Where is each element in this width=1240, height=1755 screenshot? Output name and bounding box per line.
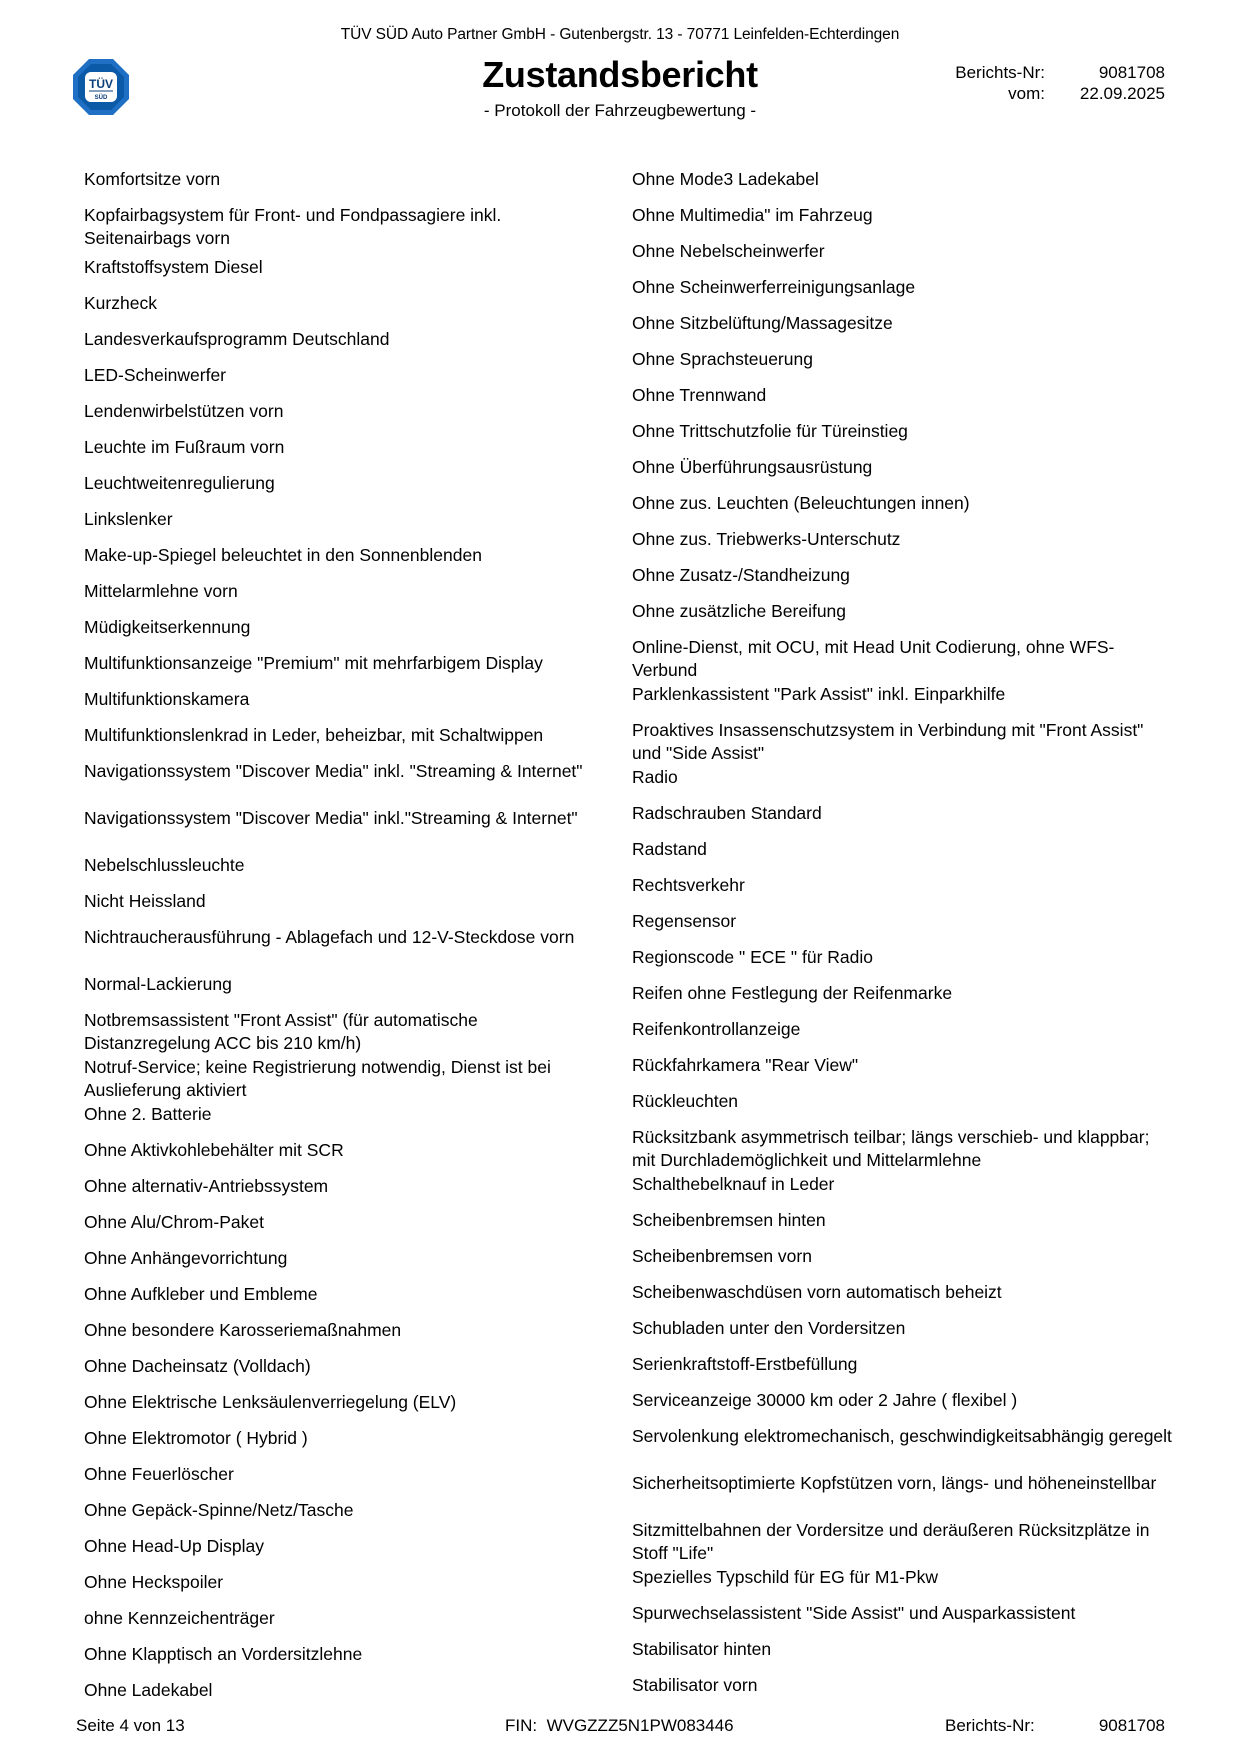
footer-report-number-value: 9081708 — [1098, 1716, 1165, 1735]
equipment-item: Reifenkontrollanzeige — [632, 1019, 801, 1039]
equipment-item: Ohne Dacheinsatz (Volldach) — [84, 1356, 311, 1376]
equipment-item: Ohne Aufkleber und Embleme — [84, 1284, 318, 1304]
equipment-item: Ohne Sitzbelüftung/Massagesitze — [632, 313, 893, 333]
equipment-item: Sicherheitsoptimierte Kopfstützen vorn, längs- und höheneinstellbar — [632, 1473, 1157, 1493]
equipment-item: Ohne Gepäck-Spinne/Netz/Tasche — [84, 1500, 354, 1520]
equipment-list-left — [84, 168, 604, 1715]
equipment-item: Ohne zus. Leuchten (Beleuchtungen innen) — [632, 493, 970, 513]
equipment-item: LED-Scheinwerfer — [84, 365, 226, 385]
equipment-item: Ohne Heckspoiler — [84, 1572, 224, 1592]
vin-field — [505, 1716, 734, 1736]
equipment-item: Serviceanzeige 30000 km oder 2 Jahre ( flexibel ) — [632, 1390, 1018, 1410]
equipment-item: Linkslenker — [84, 509, 173, 529]
vin-label: FIN: — [505, 1716, 538, 1735]
equipment-item: Sitzmittelbahnen der Vordersitze und deräußeren Rücksitzplätze in Stoff "Life" — [632, 1520, 1150, 1563]
equipment-item: Nichtraucherausführung - Ablagefach und 12-V-Steckdose vorn — [84, 927, 575, 947]
equipment-item: Spurwechselassistent "Side Assist" und Ausparkassistent — [632, 1603, 1076, 1623]
page-title: Zustandsbericht — [482, 54, 758, 95]
equipment-item: Ohne Trennwand — [632, 385, 767, 405]
equipment-item: Landesverkaufsprogramm Deutschland — [84, 329, 390, 349]
equipment-item: Nicht Heissland — [84, 891, 206, 911]
equipment-item: Stabilisator hinten — [632, 1639, 772, 1659]
equipment-item: Ohne Ladekabel — [84, 1680, 213, 1700]
equipment-item: Leuchtweitenregulierung — [84, 473, 275, 493]
equipment-list-right — [632, 168, 1172, 1710]
equipment-item: Schubladen unter den Vordersitzen — [632, 1318, 906, 1338]
equipment-item: Regensensor — [632, 911, 737, 931]
equipment-item: Servolenkung elektromechanisch, geschwindigkeitsabhängig geregelt — [632, 1426, 1172, 1446]
equipment-item: Proaktives Insassenschutzsystem in Verbindung mit "Front Assist" und "Side Assist" — [632, 720, 1144, 763]
equipment-item: Scheibenbremsen hinten — [632, 1210, 826, 1230]
equipment-item: Leuchte im Fußraum vorn — [84, 437, 285, 457]
equipment-item: Ohne Scheinwerferreinigungsanlage — [632, 277, 916, 297]
equipment-item: Müdigkeitserkennung — [84, 617, 251, 637]
equipment-item: Ohne Feuerlöscher — [84, 1464, 234, 1484]
equipment-item: Ohne Zusatz-/Standheizung — [632, 565, 850, 585]
footer-report-number-label: Berichts-Nr: — [945, 1716, 1035, 1735]
equipment-item: Online-Dienst, mit OCU, mit Head Unit Codierung, ohne WFS-Verbund — [632, 637, 1115, 680]
equipment-item: ohne Kennzeichenträger — [84, 1608, 275, 1628]
report-date-row — [940, 83, 1165, 104]
equipment-item: Multifunktionskamera — [84, 689, 250, 709]
report-date-label: vom: — [1008, 84, 1045, 103]
equipment-item: Lendenwirbelstützen vorn — [84, 401, 284, 421]
equipment-item: Make-up-Spiegel beleuchtet in den Sonnenblenden — [84, 545, 482, 565]
equipment-item: Ohne Klapptisch an Vordersitzlehne — [84, 1644, 363, 1664]
equipment-item: Rückleuchten — [632, 1091, 739, 1111]
equipment-item: Ohne zus. Triebwerks-Unterschutz — [632, 529, 901, 549]
report-meta — [940, 62, 1165, 104]
report-date-value: 22.09.2025 — [1079, 84, 1165, 103]
equipment-item: Spezielles Typschild für EG für M1-Pkw — [632, 1567, 939, 1587]
equipment-item: Ohne alternativ-Antriebssystem — [84, 1176, 329, 1196]
equipment-item: Ohne Elektrische Lenksäulenverriegelung (ELV) — [84, 1392, 457, 1412]
equipment-item: Ohne Sprachsteuerung — [632, 349, 813, 369]
page-number: Seite 4 von 13 — [76, 1716, 185, 1735]
equipment-item: Ohne Aktivkohlebehälter mit SCR — [84, 1140, 344, 1160]
equipment-item: Kopfairbagsystem für Front- und Fondpassagiere inkl. Seitenairbags vorn — [84, 205, 502, 248]
equipment-item: Rückfahrkamera "Rear View" — [632, 1055, 859, 1075]
equipment-item: Ohne Anhängevorrichtung — [84, 1248, 288, 1268]
equipment-item: Ohne Head-Up Display — [84, 1536, 264, 1556]
report-number-row — [940, 62, 1165, 83]
equipment-item: Ohne Nebelscheinwerfer — [632, 241, 825, 261]
logo-text-tuev: TÜV — [89, 77, 113, 91]
equipment-item: Rechtsverkehr — [632, 875, 745, 895]
equipment-item: Schalthebelknauf in Leder — [632, 1174, 835, 1194]
equipment-item: Stabilisator vorn — [632, 1675, 758, 1695]
report-number-value: 9081708 — [1098, 63, 1165, 82]
equipment-item: Kurzheck — [84, 293, 157, 313]
equipment-item: Radschrauben Standard — [632, 803, 822, 823]
company-address-line: TÜV SÜD Auto Partner GmbH - Gutenbergstr. 13 - 70771 Leinfelden-Echterdingen — [340, 26, 900, 43]
equipment-item: Ohne Alu/Chrom-Paket — [84, 1212, 264, 1232]
equipment-item: Radio — [632, 767, 678, 787]
equipment-item: Kraftstoffsystem Diesel — [84, 257, 263, 277]
equipment-item: Scheibenbremsen vorn — [632, 1246, 812, 1266]
equipment-item: Multifunktionsanzeige "Premium" mit mehrfarbigem Display — [84, 653, 543, 673]
equipment-item: Parklenkassistent "Park Assist" inkl. Einparkhilfe — [632, 684, 1006, 704]
equipment-item: Serienkraftstoff-Erstbefüllung — [632, 1354, 858, 1374]
equipment-item: Scheibenwaschdüsen vorn automatisch beheizt — [632, 1282, 1002, 1302]
equipment-item: Notbremsassistent "Front Assist" (für automatische Distanzregelung ACC bis 210 km/h) — [84, 1010, 478, 1053]
equipment-item: Ohne besondere Karosseriemaßnahmen — [84, 1320, 402, 1340]
equipment-item: Rücksitzbank asymmetrisch teilbar; längs verschieb- und klappbar; mit Durchlademöglichkeit und Mittelarmlehne — [632, 1127, 1150, 1170]
logo-text-sued: SÜD — [94, 95, 108, 101]
footer-report-number — [945, 1716, 1165, 1736]
equipment-item: Ohne Multimedia" im Fahrzeug — [632, 205, 873, 225]
equipment-item: Nebelschlussleuchte — [84, 855, 245, 875]
equipment-item: Ohne zusätzliche Bereifung — [632, 601, 847, 621]
equipment-item: Multifunktionslenkrad in Leder, beheizbar, mit Schaltwippen — [84, 725, 544, 745]
equipment-item: Reifen ohne Festlegung der Reifenmarke — [632, 983, 953, 1003]
equipment-item: Regionscode " ECE " für Radio — [632, 947, 874, 967]
equipment-item: Ohne Elektromotor ( Hybrid ) — [84, 1428, 308, 1448]
equipment-item: Komfortsitze vorn — [84, 169, 221, 189]
equipment-item: Navigationssystem "Discover Media" inkl."Streaming & Internet" — [84, 808, 578, 828]
equipment-item: Navigationssystem "Discover Media" inkl. "Streaming & Internet" — [84, 761, 583, 781]
equipment-item: Radstand — [632, 839, 707, 859]
equipment-item: Ohne 2. Batterie — [84, 1104, 212, 1124]
equipment-item: Mittelarmlehne vorn — [84, 581, 238, 601]
report-number-label: Berichts-Nr: — [955, 63, 1045, 82]
page-subtitle: - Protokoll der Fahrzeugbewertung - — [483, 101, 757, 120]
equipment-item: Ohne Mode3 Ladekabel — [632, 169, 819, 189]
equipment-item: Ohne Überführungsausrüstung — [632, 457, 873, 477]
equipment-item: Ohne Trittschutzfolie für Türeinstieg — [632, 421, 908, 441]
vin-value: WVGZZZ5N1PW083446 — [546, 1716, 734, 1735]
equipment-item: Normal-Lackierung — [84, 974, 232, 994]
equipment-item: Notruf-Service; keine Registrierung notwendig, Dienst ist bei Auslieferung aktiviert — [84, 1057, 551, 1100]
